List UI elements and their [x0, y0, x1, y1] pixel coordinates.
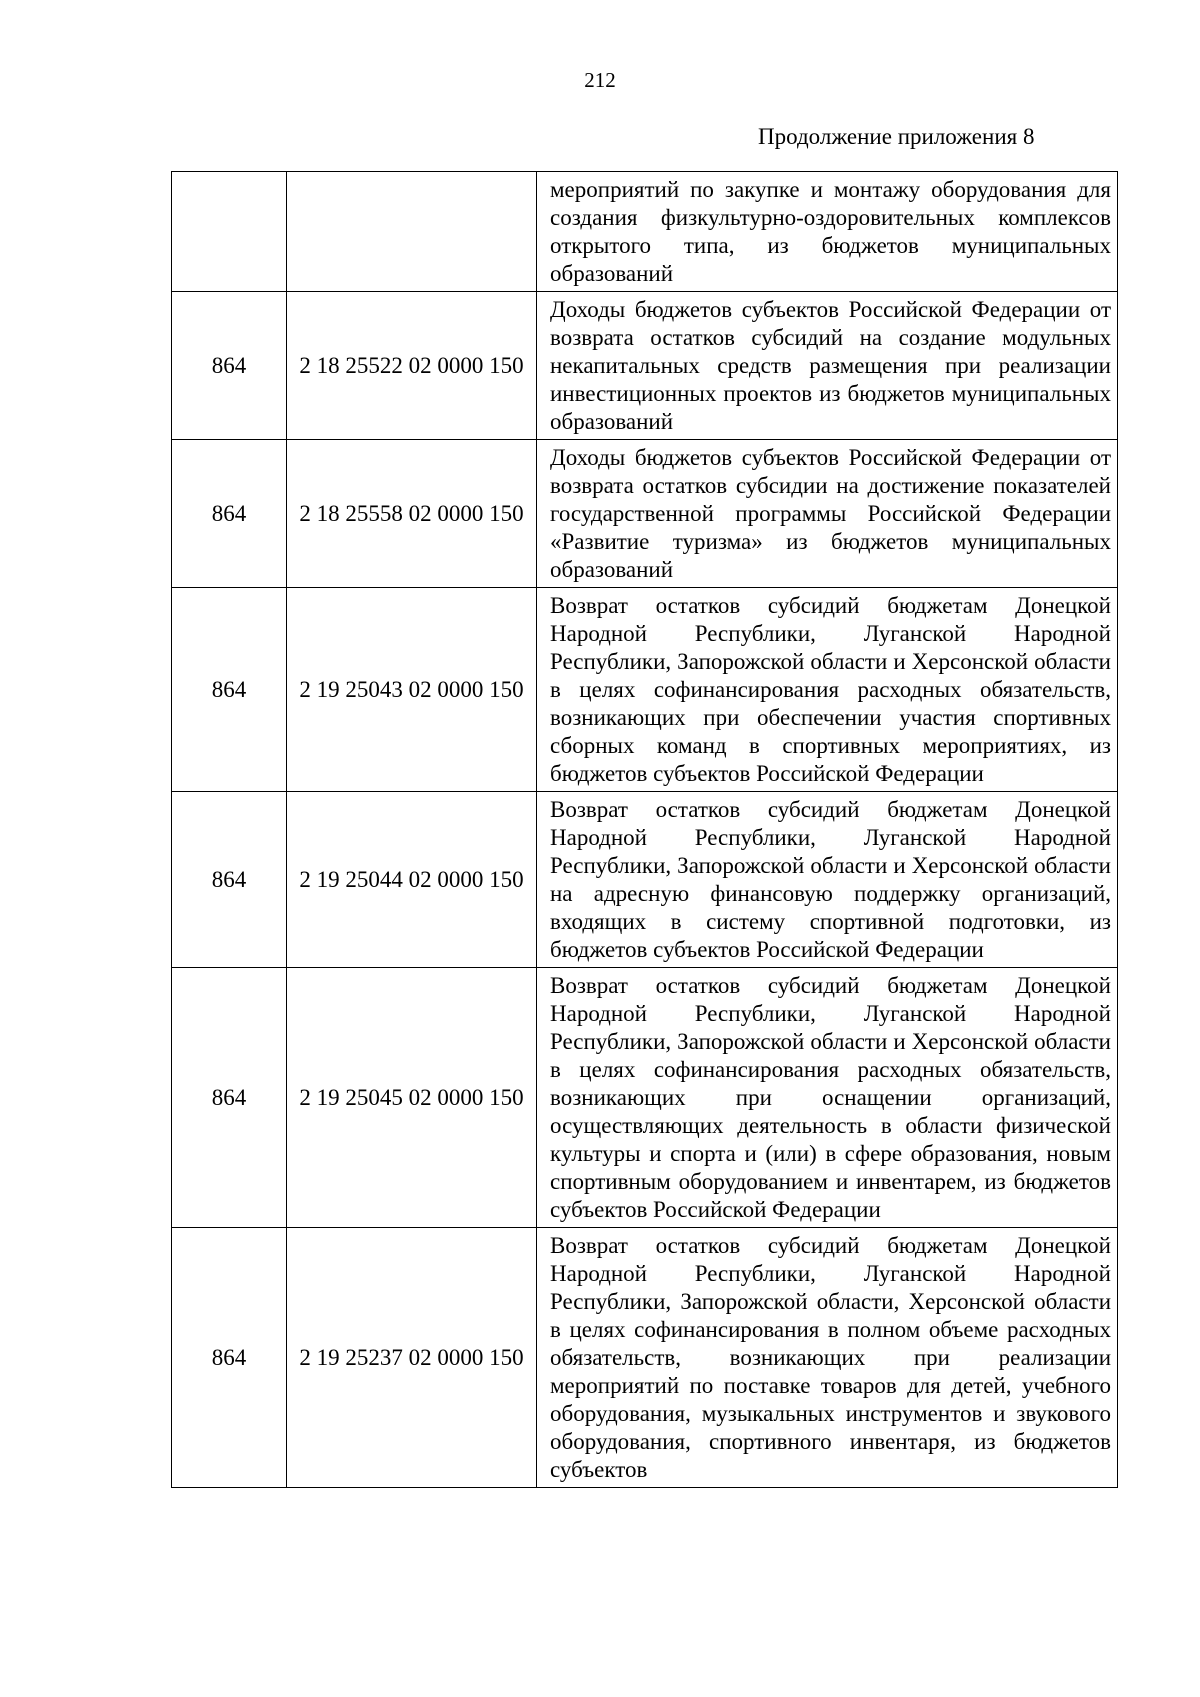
- description-cell: Возврат остатков субсидий бюджетам Донецкой Народной Республики, Луганской Народной Республики, Запорожской области и Херсонской области в целях софинансирования расходных обязательств, возникающих при обеспечении участия спортивных сборных команд в спортивных мероприятиях, из бюджетов субъектов Российской Федерации: [537, 588, 1118, 792]
- admin-code-cell: 864: [172, 588, 287, 792]
- appendix-continuation-label: Продолжение приложения 8: [758, 124, 1035, 149]
- table-row: [172, 792, 1118, 968]
- table-row: [172, 292, 1118, 440]
- table-row: [172, 968, 1118, 1228]
- admin-code-cell: 864: [172, 292, 287, 440]
- table-row: [172, 172, 1118, 292]
- admin-code-cell: 864: [172, 1228, 287, 1488]
- description-cell: Доходы бюджетов субъектов Российской Федерации от возврата остатков субсидий на создание модульных некапитальных средств размещения при реализации инвестиционных проектов из бюджетов муниципальных образований: [537, 292, 1118, 440]
- description-cell: Возврат остатков субсидий бюджетам Донецкой Народной Республики, Луганской Народной Республики, Запорожской области и Херсонской области на адресную финансовую поддержку организаций, входящих в систему спортивной подготовки, из бюджетов субъектов Российской Федерации: [537, 792, 1118, 968]
- budget-code-cell: 2 19 25237 02 0000 150: [287, 1228, 537, 1488]
- table-row: [172, 1228, 1118, 1488]
- table-row: [172, 588, 1118, 792]
- budget-code-cell: 2 19 25043 02 0000 150: [287, 588, 537, 792]
- budget-code-cell: 2 18 25558 02 0000 150: [287, 440, 537, 588]
- page-number: 212: [584, 68, 616, 92]
- description-cell: мероприятий по закупке и монтажу оборудования для создания физкультурно-оздоровительных комплексов открытого типа, из бюджетов муниципальных образований: [537, 172, 1118, 292]
- admin-code-cell: 864: [172, 440, 287, 588]
- budget-code-cell: [287, 172, 537, 292]
- description-cell: Доходы бюджетов субъектов Российской Федерации от возврата остатков субсидии на достижение показателей государственной программы Российской Федерации «Развитие туризма» из бюджетов муниципальных образований: [537, 440, 1118, 588]
- admin-code-cell: [172, 172, 287, 292]
- admin-code-cell: 864: [172, 968, 287, 1228]
- admin-code-cell: 864: [172, 792, 287, 968]
- description-cell: Возврат остатков субсидий бюджетам Донецкой Народной Республики, Луганской Народной Республики, Запорожской области, Херсонской области в целях софинансирования в полном объеме расходных обязательств, возникающих при реализации мероприятий по поставке товаров для детей, учебного оборудования, музыкальных инструментов и звукового оборудования, спортивного инвентаря, из бюджетов субъектов: [537, 1228, 1118, 1488]
- budget-code-cell: 2 19 25044 02 0000 150: [287, 792, 537, 968]
- budget-code-cell: 2 19 25045 02 0000 150: [287, 968, 537, 1228]
- table-row: [172, 440, 1118, 588]
- budget-codes-table: [171, 171, 1118, 1488]
- budget-code-cell: 2 18 25522 02 0000 150: [287, 292, 537, 440]
- description-cell: Возврат остатков субсидий бюджетам Донецкой Народной Республики, Луганской Народной Республики, Запорожской области и Херсонской области в целях софинансирования расходных обязательств, возникающих при оснащении организаций, осуществляющих деятельность в области физической культуры и спорта и (или) в сфере образования, новым спортивным оборудованием и инвентарем, из бюджетов субъектов Российской Федерации: [537, 968, 1118, 1228]
